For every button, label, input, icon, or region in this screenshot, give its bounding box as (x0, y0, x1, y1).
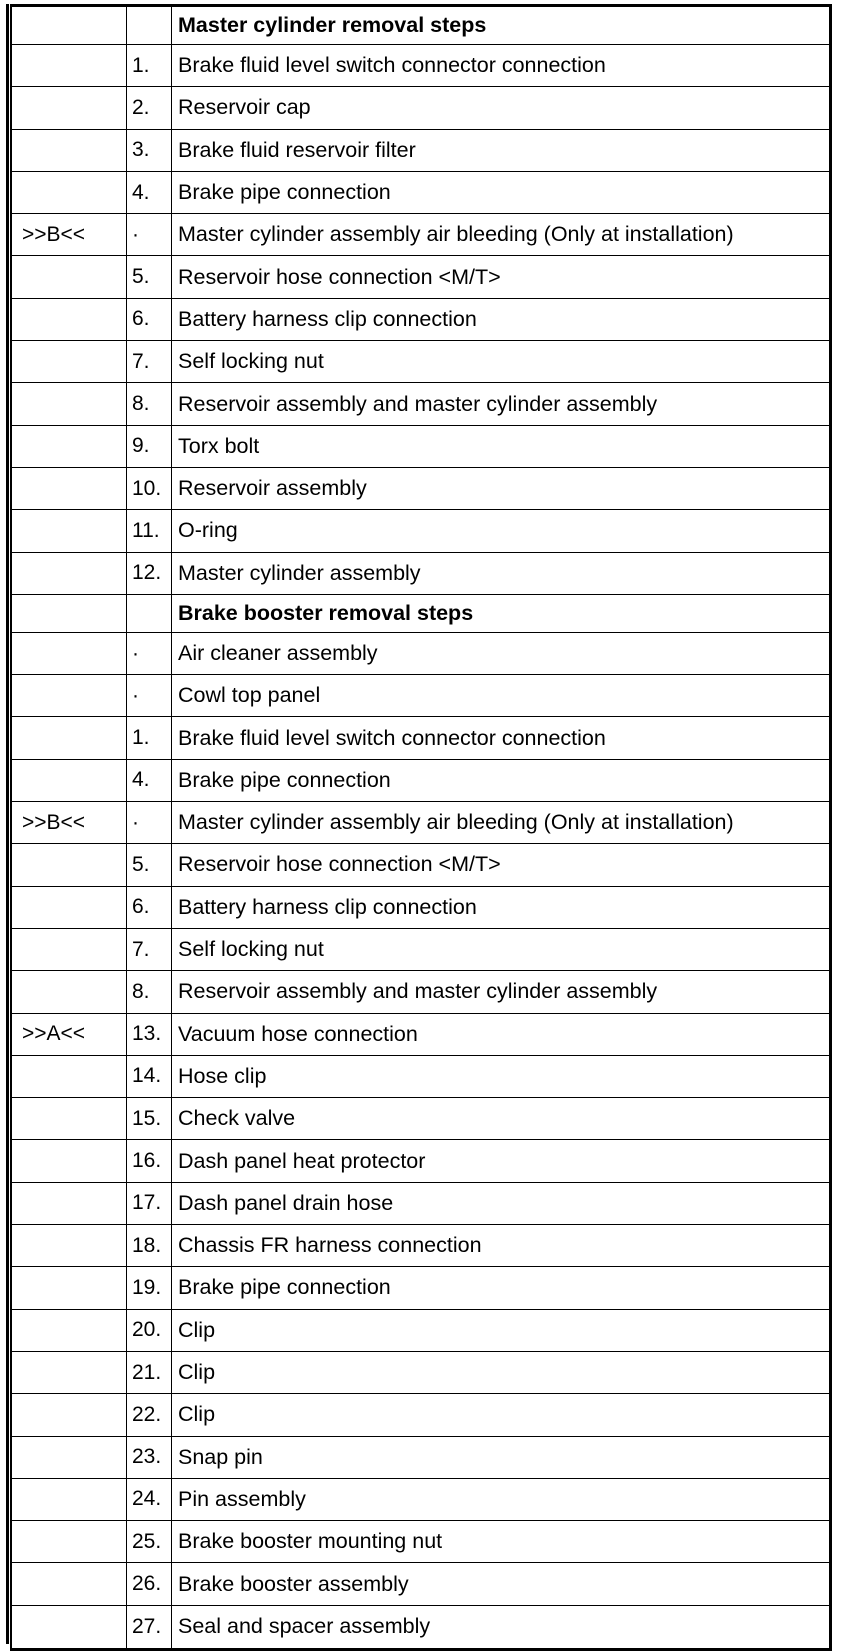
table-row (12, 1352, 829, 1394)
step-description-cell: Reservoir assembly and master cylinder assembly (178, 391, 658, 416)
step-number-cell: 8. (127, 383, 172, 424)
step-number-cell: 1. (127, 717, 172, 758)
step-description-cell: Master cylinder assembly (178, 560, 421, 585)
left-margin-rule (6, 4, 9, 1644)
table-row (12, 1183, 829, 1225)
step-number-cell: 5. (127, 256, 172, 297)
table-row (12, 929, 829, 971)
reference-cell: >>B<< (12, 214, 127, 255)
reference-cell (12, 1056, 127, 1097)
reference-cell (12, 717, 127, 758)
section-title: Brake booster removal steps (178, 600, 474, 625)
step-description-cell: Brake pipe connection (178, 767, 391, 792)
step-number-cell: 3. (127, 130, 172, 171)
table-row (12, 87, 829, 129)
table-row (12, 1479, 829, 1521)
step-number-cell: 15. (127, 1098, 172, 1139)
table-row (12, 760, 829, 802)
step-description-cell: Reservoir cap (178, 95, 311, 120)
reference-cell (12, 1310, 127, 1351)
table-row (12, 45, 829, 87)
step-description-cell: Brake pipe connection (178, 1275, 391, 1300)
reference-cell (12, 971, 127, 1012)
step-description-cell: Brake booster mounting nut (178, 1529, 443, 1554)
reference-cell: >>B<< (12, 802, 127, 843)
table-row (12, 717, 829, 759)
step-number-cell: 6. (127, 887, 172, 928)
step-description-cell: Battery harness clip connection (178, 894, 477, 919)
table-row (12, 844, 829, 886)
table-row (12, 675, 829, 717)
table-row (12, 633, 829, 675)
table-row (12, 468, 829, 510)
step-description-cell: Brake fluid reservoir filter (178, 137, 416, 162)
table-row (12, 130, 829, 172)
reference-cell (12, 844, 127, 885)
reference-cell (12, 1394, 127, 1435)
step-number-cell: 24. (127, 1479, 172, 1520)
step-number-cell: 16. (127, 1140, 172, 1181)
reference-cell (12, 553, 127, 594)
step-description-cell: Seal and spacer assembly (178, 1614, 431, 1639)
step-description-cell: Clip (178, 1402, 216, 1427)
table-row (12, 256, 829, 298)
reference-cell (12, 1521, 127, 1562)
step-number-cell: · (127, 214, 172, 255)
step-number-cell: 4. (127, 760, 172, 801)
step-number-cell: 9. (127, 426, 172, 467)
reference-cell (12, 383, 127, 424)
reference-cell (12, 1225, 127, 1266)
step-number-cell: 26. (127, 1563, 172, 1604)
step-description-cell: Master cylinder assembly air bleeding (Only at installation) (178, 222, 734, 247)
step-description-cell: Hose clip (178, 1063, 267, 1088)
reference-cell (12, 130, 127, 171)
step-number-cell: 27. (127, 1606, 172, 1648)
removal-steps-table (10, 4, 832, 1651)
step-number-cell: 22. (127, 1394, 172, 1435)
step-description-cell: O-ring (178, 518, 238, 543)
step-description-cell: Reservoir assembly and master cylinder assembly (178, 979, 658, 1004)
reference-cell (12, 45, 127, 86)
reference-cell (12, 1140, 127, 1181)
reference-cell (12, 172, 127, 213)
step-description-cell: Brake fluid level switch connector connection (178, 725, 606, 750)
table-row (12, 341, 829, 383)
reference-cell (12, 1479, 127, 1520)
step-number-cell: 18. (127, 1225, 172, 1266)
reference-cell (12, 1352, 127, 1393)
reference-cell (12, 887, 127, 928)
table-row (12, 1310, 829, 1352)
step-description-cell: Self locking nut (178, 937, 324, 962)
table-row (12, 1140, 829, 1182)
table-row (12, 214, 829, 256)
reference-cell (12, 1098, 127, 1139)
step-number-cell: · (127, 675, 172, 716)
step-number-cell: 1. (127, 45, 172, 86)
table-row (12, 553, 829, 595)
step-number-cell: 7. (127, 341, 172, 382)
table-row (12, 887, 829, 929)
step-number-cell: 23. (127, 1437, 172, 1478)
reference-cell (12, 1267, 127, 1308)
table-row (12, 802, 829, 844)
reference-cell (12, 1606, 127, 1648)
step-number-cell: 12. (127, 553, 172, 594)
reference-cell (12, 7, 127, 44)
step-number-cell: 25. (127, 1521, 172, 1562)
table-row (12, 971, 829, 1013)
reference-cell (12, 256, 127, 297)
step-description-cell: Dash panel drain hose (178, 1190, 394, 1215)
step-number-cell: 19. (127, 1267, 172, 1308)
step-description-cell: Brake fluid level switch connector connection (178, 53, 606, 78)
step-number-cell: 4. (127, 172, 172, 213)
section-title: Master cylinder removal steps (178, 13, 487, 37)
step-description-cell: Reservoir assembly (178, 476, 367, 501)
table-row (12, 1563, 829, 1605)
reference-cell (12, 929, 127, 970)
table-row (12, 1437, 829, 1479)
reference-cell (12, 426, 127, 467)
step-description-cell: Air cleaner assembly (178, 641, 378, 665)
reference-cell (12, 468, 127, 509)
step-number-cell: 10. (127, 468, 172, 509)
table-row (12, 299, 829, 341)
step-description-cell: Clip (178, 1360, 216, 1385)
step-number-cell: 11. (127, 510, 172, 551)
reference-cell (12, 299, 127, 340)
step-description-cell: Dash panel heat protector (178, 1148, 426, 1173)
step-description-cell: Brake pipe connection (178, 180, 391, 205)
step-description-cell: Pin assembly (178, 1486, 306, 1511)
table-row (12, 426, 829, 468)
reference-cell: >>A<< (12, 1014, 127, 1055)
reference-cell (12, 1437, 127, 1478)
step-description-cell: Check valve (178, 1106, 296, 1131)
table-row (12, 1225, 829, 1267)
section-header-row (12, 595, 829, 633)
reference-cell (12, 675, 127, 716)
step-description-cell: Vacuum hose connection (178, 1021, 418, 1046)
step-description-cell: Self locking nut (178, 349, 324, 374)
table-row (12, 383, 829, 425)
step-number-cell: 2. (127, 87, 172, 128)
step-number-cell (127, 7, 172, 44)
reference-cell (12, 87, 127, 128)
reference-cell (12, 760, 127, 801)
reference-cell (12, 1563, 127, 1604)
step-description-cell: Reservoir hose connection <M/T> (178, 852, 501, 877)
step-description-cell: Chassis FR harness connection (178, 1233, 482, 1258)
table-row (12, 1267, 829, 1309)
step-description-cell: Snap pin (178, 1444, 263, 1469)
step-number-cell: 21. (127, 1352, 172, 1393)
step-description-cell: Master cylinder assembly air bleeding (Only at installation) (178, 810, 734, 835)
step-description-cell: Brake booster assembly (178, 1571, 409, 1596)
step-description-cell: Reservoir hose connection <M/T> (178, 264, 501, 289)
reference-cell (12, 341, 127, 382)
table-row (12, 172, 829, 214)
table-row (12, 1394, 829, 1436)
step-number-cell: 20. (127, 1310, 172, 1351)
reference-cell (12, 633, 127, 674)
step-number-cell: · (127, 633, 172, 674)
table-row (12, 1606, 829, 1648)
table-row (12, 1056, 829, 1098)
reference-cell (12, 510, 127, 551)
step-number-cell: 5. (127, 844, 172, 885)
reference-cell (12, 1183, 127, 1224)
step-number-cell: 17. (127, 1183, 172, 1224)
step-description-cell: Torx bolt (178, 433, 260, 458)
section-header-row (12, 7, 829, 45)
step-description-cell: Cowl top panel (178, 683, 321, 708)
table-row (12, 1098, 829, 1140)
step-number-cell: 8. (127, 971, 172, 1012)
step-number-cell: 14. (127, 1056, 172, 1097)
step-description-cell: Clip (178, 1317, 216, 1342)
table-row (12, 1521, 829, 1563)
table-row (12, 1014, 829, 1056)
step-number-cell: 6. (127, 299, 172, 340)
reference-cell (12, 595, 127, 632)
step-number-cell (127, 595, 172, 632)
step-number-cell: 7. (127, 929, 172, 970)
step-number-cell: · (127, 802, 172, 843)
step-number-cell: 13. (127, 1014, 172, 1055)
table-row (12, 510, 829, 552)
step-description-cell: Battery harness clip connection (178, 306, 477, 331)
